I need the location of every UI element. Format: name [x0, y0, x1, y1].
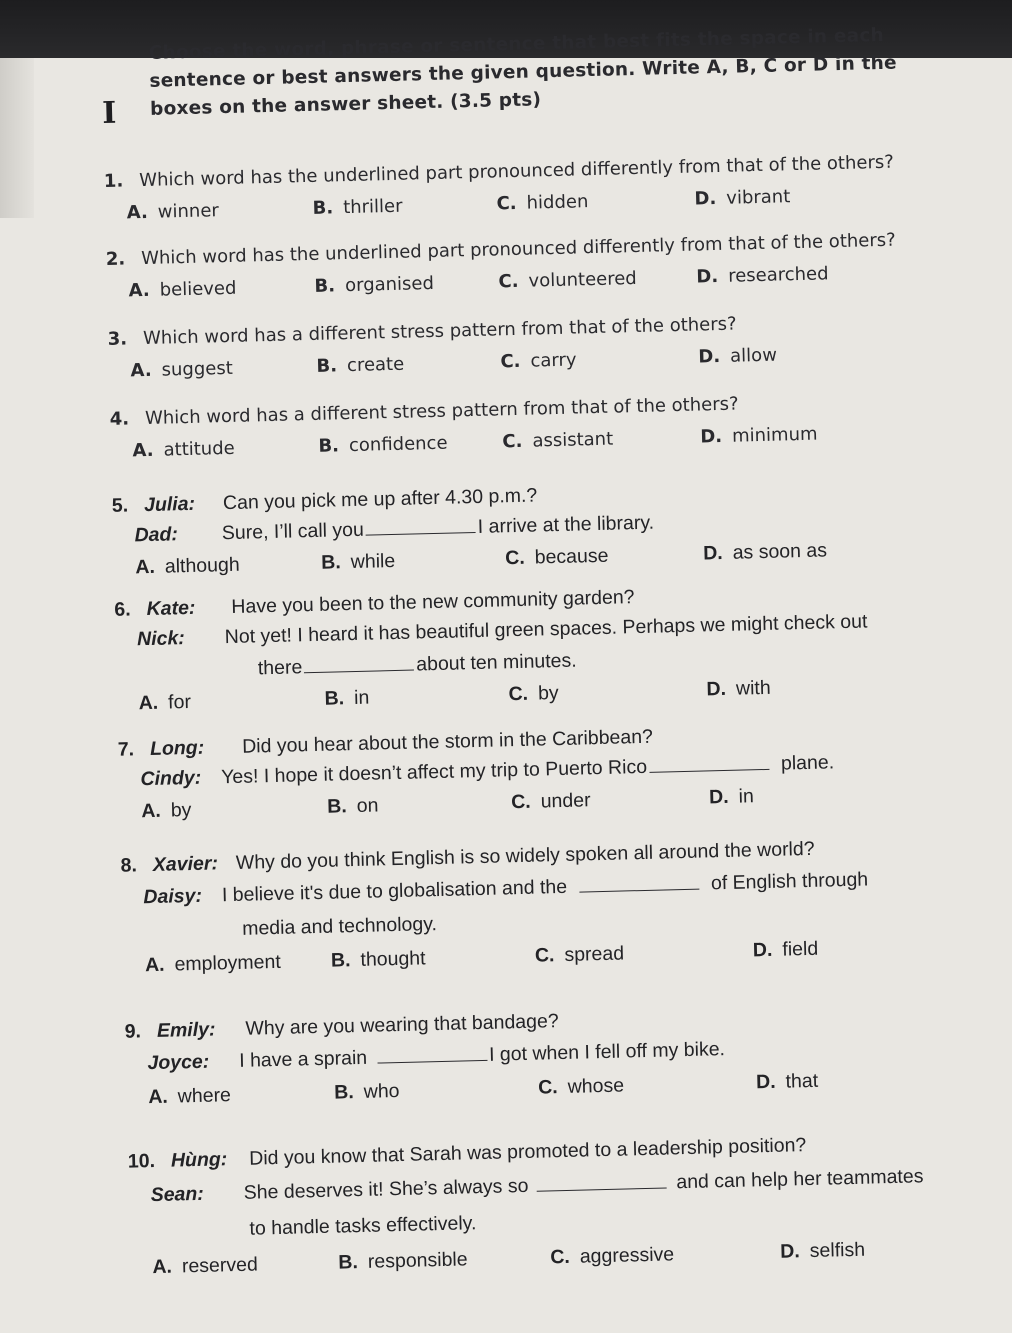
option-a[interactable]: A. by	[141, 799, 192, 823]
option-b[interactable]: B. on	[326, 794, 379, 818]
answer-blank	[649, 753, 769, 773]
answer-blank	[579, 873, 699, 893]
option-d[interactable]: D. vibrant	[694, 186, 791, 210]
question-5	[72, 473, 992, 579]
option-c[interactable]: C. whose	[537, 1074, 625, 1099]
dialogue-line-3: media and technology.	[241, 913, 438, 940]
instruction-line-3: boxes on the answer sheet. (3.5 pts)	[149, 89, 542, 120]
option-a[interactable]: A. employment	[144, 950, 282, 977]
left-page-edge	[0, 58, 34, 218]
option-c[interactable]: C. under	[510, 789, 591, 814]
option-a[interactable]: A. suggest	[130, 357, 234, 382]
dialogue-line-1: 7. Long: Did you hear about the storm in the Caribbean?	[117, 725, 654, 761]
option-d[interactable]: D. that	[755, 1069, 819, 1094]
dialogue-line-2: Cindy: Yes! I hope it doesn’t affect my trip to Puerto Rico plane.	[140, 751, 835, 791]
option-d[interactable]: D. allow	[698, 344, 778, 368]
option-a[interactable]: A. believed	[128, 277, 237, 302]
question-stem: 1. Which word has the underlined part pronounced differently from that of the others?	[103, 151, 895, 192]
question-7	[78, 717, 998, 823]
option-d[interactable]: D. researched	[696, 263, 829, 288]
option-d[interactable]: D. selfish	[779, 1238, 866, 1263]
option-c[interactable]: C. spread	[534, 942, 625, 967]
question-1	[64, 149, 984, 224]
question-stem: 4. Which word has a different stress pattern from that of the others?	[109, 393, 739, 430]
answer-blank	[304, 654, 414, 674]
dialogue-line-3: to handle tasks effectively.	[249, 1212, 477, 1240]
option-b[interactable]: B. in	[324, 686, 370, 710]
dialogue-line-1: 5. Julia: Can you pick me up after 4.30 p.m.?	[111, 484, 538, 517]
section-header	[60, 20, 980, 131]
question-2	[66, 227, 986, 302]
option-d[interactable]: D. in	[708, 785, 755, 809]
question-4	[69, 387, 989, 462]
dialogue-line-2: Sean: She deserves it! She’s always so and can help her teammates	[150, 1165, 924, 1207]
option-d[interactable]: D. field	[752, 937, 819, 962]
instruction-line-2: sentence or best answers the given question. Write A, B, C or D in the	[149, 52, 897, 92]
question-6	[74, 577, 994, 715]
option-c[interactable]: C. by	[508, 682, 559, 706]
option-b[interactable]: B. confidence	[318, 432, 448, 457]
dialogue-line-1: 9. Emily: Why are you wearing that bandage?	[124, 1010, 559, 1043]
option-d[interactable]: D. as soon as	[702, 539, 828, 565]
answer-blank	[366, 516, 476, 536]
option-c[interactable]: C. aggressive	[550, 1243, 675, 1269]
worksheet-page	[60, 0, 1012, 1327]
option-a[interactable]: A. where	[148, 1084, 232, 1109]
dialogue-line-1: 10. Hùng: Did you know that Sarah was promoted to a leadership position?	[127, 1134, 807, 1173]
option-b[interactable]: B. responsible	[338, 1248, 468, 1274]
option-c[interactable]: C. volunteered	[498, 267, 637, 293]
option-a[interactable]: A. although	[135, 553, 240, 579]
dialogue-line-2: Dad: Sure, I’ll call you I arrive at the library.	[134, 511, 655, 547]
instruction-line-1: Choose the word, phrase or sentence that best fits the space in each	[148, 24, 885, 64]
question-stem: 2. Which word has the underlined part pronounced differently from that of the others?	[105, 229, 896, 270]
question-8	[80, 833, 1000, 977]
question-9	[84, 999, 1004, 1109]
option-a[interactable]: A. for	[138, 691, 192, 715]
question-10	[88, 1129, 1008, 1279]
dialogue-line-2: Joyce: I have a sprain I got when I fell off my bike.	[147, 1038, 726, 1075]
option-b[interactable]: B. create	[316, 353, 405, 377]
dialogue-line-1: 8. Xavier: Why do you think English is so widely spoken all around the world?	[120, 837, 815, 877]
section-number: I	[101, 95, 117, 131]
answer-blank	[377, 1044, 487, 1064]
option-a[interactable]: A. winner	[126, 200, 220, 224]
option-c[interactable]: C. carry	[500, 349, 577, 373]
answer-blank	[536, 1172, 666, 1192]
option-d[interactable]: D. minimum	[700, 423, 818, 448]
dialogue-line-1: 6. Kate: Have you been to the new community garden?	[114, 586, 635, 621]
option-b[interactable]: B. thought	[330, 947, 426, 972]
section-instruction	[148, 20, 960, 124]
option-b[interactable]: B. while	[321, 549, 396, 574]
dialogue-line-2: Nick: Not yet! I heard it has beautiful green spaces. Perhaps we might check out	[136, 610, 868, 651]
dialogue-line-3: there about ten minutes.	[257, 649, 577, 680]
option-c[interactable]: C. assistant	[502, 428, 614, 453]
option-a[interactable]: A. attitude	[132, 437, 235, 462]
option-b[interactable]: B. who	[333, 1080, 400, 1104]
question-3	[68, 307, 988, 382]
option-b[interactable]: B. thriller	[312, 195, 403, 219]
option-c[interactable]: C. hidden	[496, 191, 589, 215]
question-stem: 3. Which word has a different stress pattern from that of the others?	[107, 313, 737, 350]
dialogue-line-2: Daisy: I believe it's due to globalisation and the of English through	[143, 868, 869, 909]
option-a[interactable]: A. reserved	[152, 1253, 259, 1279]
option-d[interactable]: D. with	[706, 676, 771, 701]
option-c[interactable]: C. because	[504, 544, 609, 570]
option-b[interactable]: B. organised	[314, 272, 435, 297]
